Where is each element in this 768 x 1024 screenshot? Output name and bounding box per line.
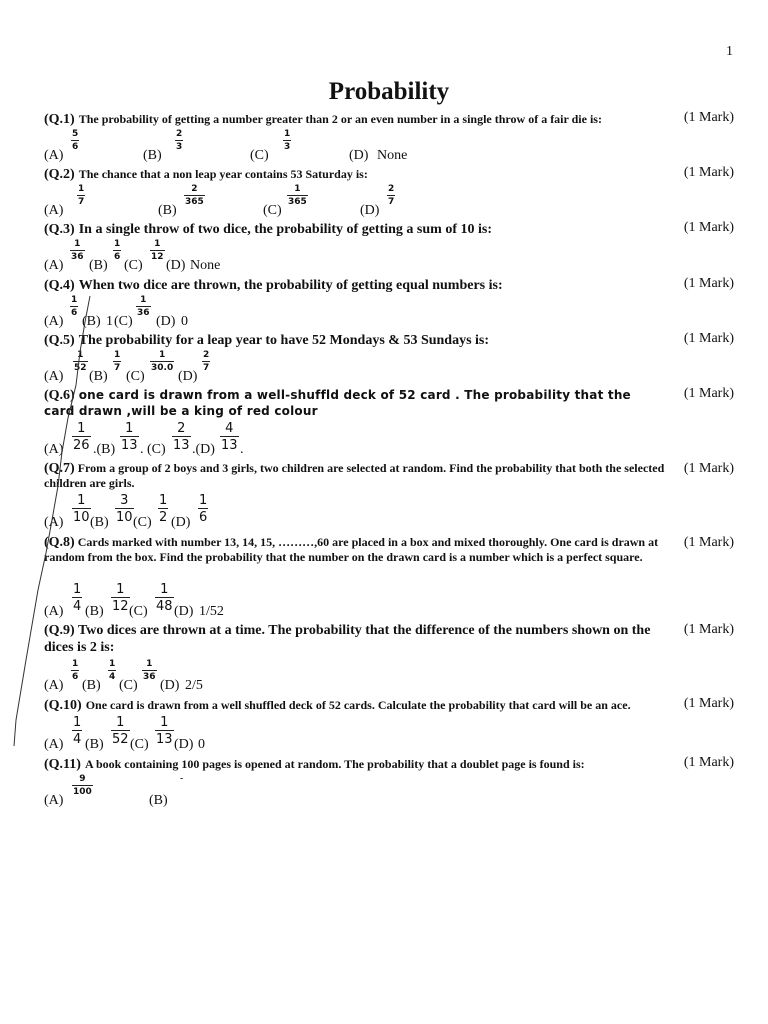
mark-label: (1 Mark) — [683, 276, 734, 291]
option-label: (A) — [44, 515, 64, 530]
option-value: 1/52 — [199, 604, 224, 619]
numerator: 1 — [158, 350, 166, 360]
question-number: (Q.1) — [44, 112, 75, 127]
denominator: 7 — [388, 197, 395, 207]
denominator: 3 — [176, 142, 183, 152]
option-label: (D) — [178, 369, 198, 384]
numerator: 1 — [154, 239, 161, 249]
denominator: 30.0 — [151, 363, 174, 373]
question-text: The probability for a leap year to have 52 Mondays & 53 Sundays is: — [78, 333, 490, 348]
numerator: 9 — [79, 774, 86, 784]
page-number: 1 — [726, 44, 733, 59]
question-text: A book containing 100 pages is opened at random. The probability that a doublet page is found is: — [84, 757, 585, 771]
mark-label: (1 Mark) — [683, 165, 734, 180]
question-number: (Q.10) — [44, 698, 82, 713]
question-text: Two dices are thrown at a time. The probability that the difference of the numbers shown on the dices is 2 is: — [44, 623, 651, 655]
denominator: 2 — [159, 510, 168, 525]
denominator: 36 — [71, 252, 84, 262]
mark-label: (1 Mark) — [683, 220, 734, 235]
question-number: (Q.8) — [44, 535, 75, 550]
denominator: 52 — [74, 363, 87, 373]
option-label: (A) — [44, 203, 64, 218]
denominator: 10 — [116, 510, 133, 525]
denominator: 36 — [143, 672, 156, 682]
denominator: 13 — [156, 732, 173, 747]
denominator: 36 — [137, 308, 150, 318]
question-text: Cards marked with number 13, 14, 15, ………,60 are placed in a box and mixed thoroughly. One card is drawn at random from the box. Find the probability that the number on the drawn card is a number which is a perfect square. — [44, 535, 659, 564]
question-text: card drawn ,will be a king of red colour — [44, 404, 318, 418]
numerator: 3 — [120, 493, 129, 508]
dash-mark: - — [180, 773, 184, 784]
numerator: 2 — [177, 421, 186, 436]
option-label: .(B) — [93, 442, 116, 457]
denominator: 6 — [199, 510, 208, 525]
option-label: (B) — [89, 258, 108, 273]
option-value: 1 — [106, 314, 113, 329]
denominator: 100 — [73, 787, 92, 797]
numerator: 1 — [284, 129, 291, 139]
numerator: 1 — [77, 493, 86, 508]
option-label: (D) — [174, 604, 194, 619]
denominator: 7 — [114, 363, 121, 373]
numerator: 1 — [160, 715, 169, 730]
option-label: (A) — [44, 678, 64, 693]
option-label: (A) — [44, 604, 64, 619]
question-number: (Q.6) — [44, 388, 75, 403]
option-label: (B) — [85, 604, 104, 619]
denominator: 12 — [151, 252, 164, 262]
trailing-period: . — [240, 442, 244, 457]
numerator: 2 — [388, 184, 395, 194]
option-label: (D) — [156, 314, 176, 329]
numerator: 4 — [225, 421, 234, 436]
option-label: (D) — [166, 258, 186, 273]
question-number: (Q.7) — [44, 461, 75, 476]
numerator: 1 — [160, 582, 169, 597]
option-label: (B) — [85, 737, 104, 752]
numerator: 2 — [176, 129, 183, 139]
option-label: (C) — [250, 148, 269, 163]
option-label: (B) — [158, 203, 177, 218]
question-number: (Q.2) — [44, 167, 75, 182]
numerator: 1 — [159, 493, 168, 508]
denominator: 13 — [121, 438, 138, 453]
denominator: 13 — [221, 438, 238, 453]
option-value: 2/5 — [185, 678, 203, 693]
numerator: 1 — [73, 582, 82, 597]
numerator: 1 — [125, 421, 134, 436]
denominator: 12 — [112, 599, 129, 614]
option-label: (C) — [126, 369, 145, 384]
option-value: 0 — [181, 314, 188, 329]
denominator: 6 — [71, 308, 78, 318]
denominator: 13 — [173, 438, 190, 453]
mark-label: (1 Mark) — [683, 461, 734, 476]
option-label: .(D) — [192, 442, 215, 457]
question-number: (Q.5) — [44, 333, 75, 348]
mark-label: (1 Mark) — [683, 535, 734, 550]
question-text: The chance that a non leap year contains 53 Saturday is: — [78, 167, 368, 181]
numerator: 1 — [114, 350, 121, 360]
option-label: (D) — [160, 678, 180, 693]
question-number: (Q.4) — [44, 278, 75, 293]
question-number: (Q.3) — [44, 222, 75, 237]
numerator: 1 — [73, 715, 82, 730]
numerator: 5 — [72, 129, 79, 139]
option-label: (A) — [44, 793, 64, 808]
numerator: 1 — [116, 582, 125, 597]
question-text: The probability of getting a number greater than 2 or an even number in a single throw of a fair die is: — [78, 112, 602, 126]
question-text: From a group of 2 boys and 3 girls, two children are selected at random. Find the probability that both the selected children are girls. — [44, 461, 665, 490]
numerator: 1 — [77, 421, 86, 436]
option-label: (D) — [171, 515, 191, 530]
denominator: 4 — [73, 599, 82, 614]
denominator: 7 — [203, 363, 210, 373]
denominator: 48 — [156, 599, 173, 614]
question-text: When two dice are thrown, the probability of getting equal numbers is: — [78, 278, 503, 293]
numerator: 1 — [71, 295, 78, 305]
option-label: (A) — [44, 369, 64, 384]
option-label: (B) — [82, 678, 101, 693]
option-label: (B) — [90, 515, 109, 530]
option-label: (C) — [133, 515, 152, 530]
mark-label: (1 Mark) — [683, 331, 734, 346]
numerator: 1 — [77, 350, 84, 360]
denominator: 4 — [73, 732, 82, 747]
numerator: 1 — [146, 659, 153, 669]
numerator: 1 — [109, 659, 116, 669]
mark-label: (1 Mark) — [683, 622, 734, 637]
denominator: 365 — [185, 197, 204, 207]
option-value: 0 — [198, 737, 205, 752]
denominator: 10 — [73, 510, 90, 525]
option-label: (A) — [44, 442, 64, 457]
option-label: (C) — [124, 258, 143, 273]
option-label: (B) — [149, 793, 168, 808]
option-label: (C) — [119, 678, 138, 693]
denominator: 4 — [109, 672, 116, 682]
option-value: None — [377, 148, 408, 163]
mark-label: (1 Mark) — [683, 110, 734, 125]
option-label: (D) — [174, 737, 194, 752]
numerator: 1 — [199, 493, 208, 508]
denominator: 3 — [284, 142, 291, 152]
option-label: . (C) — [140, 442, 166, 457]
question-text: In a single throw of two dice, the probability of getting a sum of 10 is: — [78, 222, 492, 237]
numerator: 1 — [114, 239, 121, 249]
numerator: 1 — [78, 184, 85, 194]
option-label: (A) — [44, 148, 64, 163]
option-label: (C) — [114, 314, 133, 329]
option-label: (D) — [360, 203, 380, 218]
numerator: 1 — [74, 239, 81, 249]
option-label: (D) — [349, 148, 369, 163]
option-label: (B) — [143, 148, 162, 163]
question-number: (Q.9) — [44, 623, 75, 638]
option-label: (A) — [44, 737, 64, 752]
denominator: 6 — [114, 252, 121, 262]
option-label: (A) — [44, 258, 64, 273]
page-title: Probability — [328, 78, 450, 105]
mark-label: (1 Mark) — [683, 755, 734, 770]
option-label: (C) — [129, 604, 148, 619]
denominator: 52 — [112, 732, 129, 747]
question-text: One card is drawn from a well shuffled deck of 52 cards. Calculate the probability that card will be an ace. — [85, 698, 631, 712]
option-label: (C) — [263, 203, 282, 218]
denominator: 7 — [78, 197, 85, 207]
numerator: 1 — [116, 715, 125, 730]
question-text: one card is drawn from a well-shuffld deck of 52 card . The probability that the — [78, 388, 631, 402]
numerator: 1 — [140, 295, 147, 305]
question-number: (Q.11) — [44, 757, 81, 772]
denominator: 6 — [72, 142, 79, 152]
denominator: 6 — [72, 672, 79, 682]
option-label: (A) — [44, 314, 64, 329]
mark-label: (1 Mark) — [683, 696, 734, 711]
numerator: 2 — [191, 184, 198, 194]
denominator: 365 — [288, 197, 307, 207]
mark-label: (1 Mark) — [683, 386, 734, 401]
option-value: None — [190, 258, 221, 273]
option-label: (B) — [82, 314, 101, 329]
option-label: (B) — [89, 369, 108, 384]
numerator: 1 — [294, 184, 301, 194]
numerator: 2 — [203, 350, 210, 360]
numerator: 1 — [72, 659, 79, 669]
option-label: (C) — [130, 737, 149, 752]
denominator: 26 — [73, 438, 90, 453]
